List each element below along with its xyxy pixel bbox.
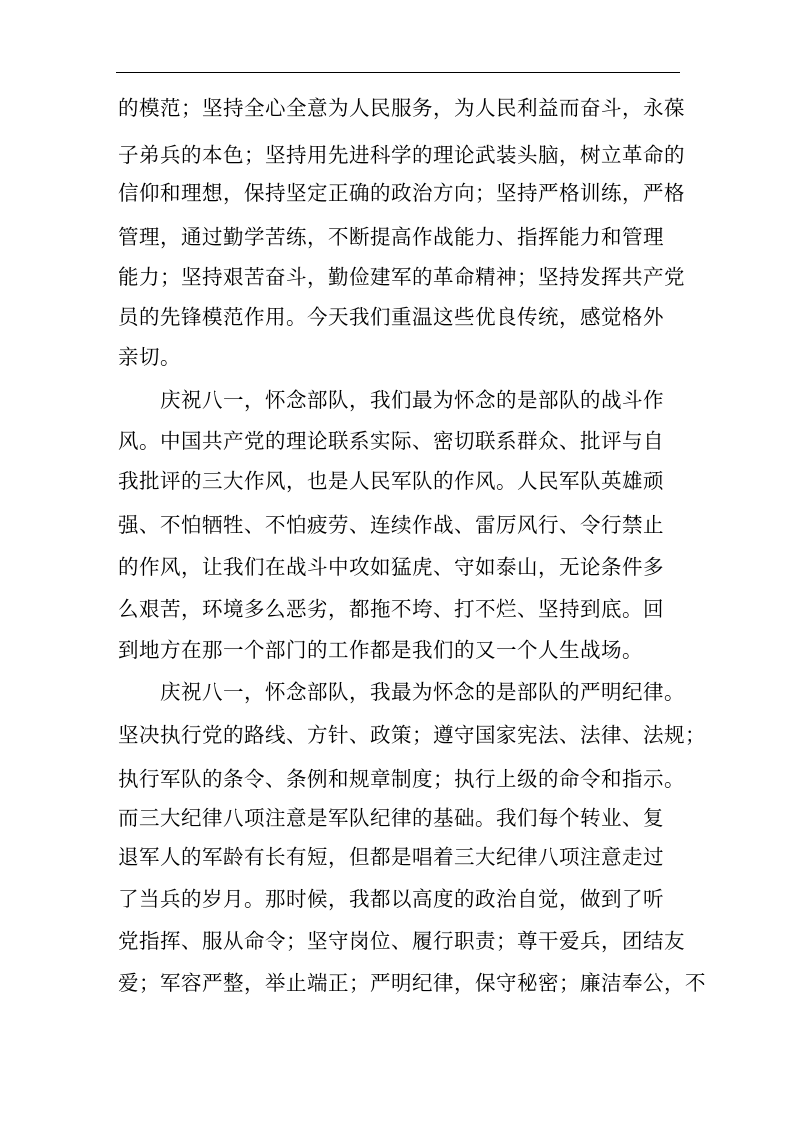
text-line: 亲切。 [118,345,181,369]
text-line: 的作风，让我们在战斗中攻如猛虎、守如泰山，无论条件多 [118,555,664,579]
paragraph-start-line: 庆祝八一，怀念部队，我们最为怀念的是部队的战斗作 [160,388,664,412]
text-line: 坚决执行党的路线、方针、政策；遵守国家宪法、法律、法规； [118,723,706,747]
text-line: 能力；坚持艰苦奋斗，勤俭建军的革命精神；坚持发挥共产党 [118,265,685,289]
text-line: 强、不怕牺牲、不怕疲劳、连续作战、雷厉风行、令行禁止 [118,513,664,537]
text-line: 了当兵的岁月。那时候，我都以高度的政治自觉，做到了听 [118,887,664,911]
text-line: 而三大纪律八项注意是军队纪律的基础。我们每个转业、复 [118,806,664,830]
text-line: 风。中国共产党的理论联系实际、密切联系群众、批评与自 [118,429,664,453]
text-line: 管理，通过勤学苦练，不断提高作战能力、指挥能力和管理 [118,225,664,249]
text-line: 退军人的军龄有长有短，但都是唱着三大纪律八项注意走过 [118,845,664,869]
text-line: 信仰和理想，保持坚定正确的政治方向；坚持严格训练，严格 [118,181,685,205]
text-line: 到地方在那一个部门的工作都是我们的又一个人生战场。 [118,638,643,662]
text-line: 么艰苦，环境多么恶劣，都拖不垮、打不烂、坚持到底。回 [118,597,664,621]
text-line: 我批评的三大作风，也是人民军队的作风。人民军队英雄顽 [118,469,664,493]
text-line: 执行军队的条令、条例和规章制度；执行上级的命令和指示。 [118,767,685,791]
text-line: 的模范；坚持全心全意为人民服务，为人民利益而奋斗，永葆 [118,96,685,120]
text-line: 爱；军容严整，举止端正；严明纪律，保守秘密；廉洁奉公，不 [118,971,706,995]
text-line: 党指挥、服从命令；坚守岗位、履行职责；尊干爱兵，团结友 [118,929,685,953]
paragraph-start-line: 庆祝八一，怀念部队，我最为怀念的是部队的严明纪律。 [160,680,685,704]
text-line: 子弟兵的本色；坚持用先进科学的理论武装头脑，树立革命的 [118,143,685,167]
text-line: 员的先锋模范作用。今天我们重温这些优良传统，感觉格外 [118,305,664,329]
